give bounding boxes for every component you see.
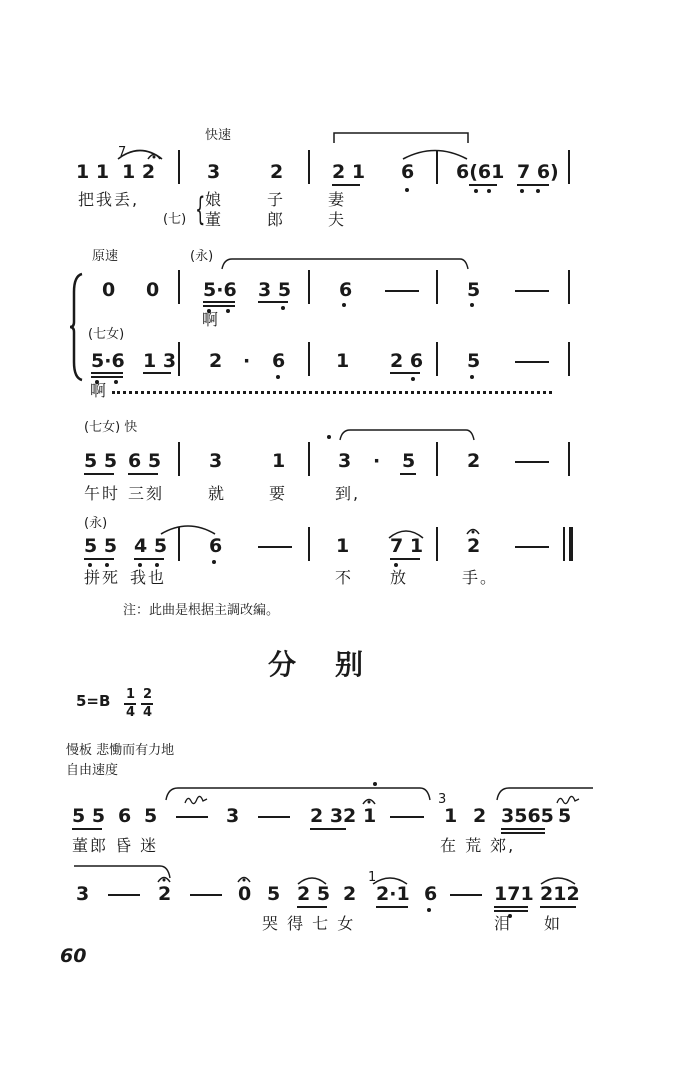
underline	[84, 558, 114, 560]
tempo-fast: 快速	[205, 128, 232, 143]
brace: {	[195, 190, 206, 228]
dash	[258, 546, 292, 548]
note: 5	[267, 883, 281, 905]
note: 2	[467, 535, 481, 557]
lyric: 我也	[130, 568, 167, 587]
underline	[72, 828, 102, 830]
note: 1 1	[76, 161, 110, 183]
barline	[308, 527, 310, 561]
barline	[436, 442, 438, 476]
meter: 4	[126, 705, 136, 720]
lyric: 子	[267, 190, 286, 209]
lyric: 拼死	[84, 568, 121, 587]
note: 0	[146, 279, 160, 301]
dash	[176, 816, 208, 818]
slur	[158, 518, 218, 536]
song-title: 分	[268, 648, 297, 681]
barline	[568, 150, 570, 184]
page-number: 60	[60, 945, 87, 967]
note: 6(61	[456, 161, 505, 183]
lyric: 董郎 昏 迷	[72, 836, 159, 855]
note: 5	[558, 805, 572, 827]
lyric: 郎	[267, 210, 286, 229]
lyric: 要	[269, 484, 288, 503]
barline	[178, 527, 180, 561]
underline	[203, 301, 235, 303]
phrase-bracket	[220, 257, 470, 271]
barline	[178, 150, 180, 184]
dash	[385, 290, 419, 292]
note: 5 5	[84, 535, 118, 557]
tie-dot	[373, 782, 377, 786]
tie-dot	[327, 435, 331, 439]
low-dot	[281, 306, 285, 310]
note: 1	[363, 805, 377, 827]
role-label: (永)	[84, 516, 108, 531]
dash	[515, 290, 549, 292]
meter: 1	[126, 687, 136, 702]
dash	[258, 816, 290, 818]
grace-note: 7	[118, 145, 127, 160]
dash	[390, 816, 424, 818]
note: 3	[338, 450, 352, 472]
lyric: 在 荒 郊,	[440, 836, 516, 855]
underline	[501, 832, 545, 834]
note: 5	[144, 805, 158, 827]
barline	[178, 442, 180, 476]
note: 3	[209, 450, 223, 472]
tempo-marking: 慢板 悲慟而有力地	[66, 743, 175, 758]
role-label: (七)	[163, 212, 187, 227]
note: 6	[118, 805, 132, 827]
underline	[517, 184, 549, 186]
note: 2 6	[390, 350, 424, 372]
system-brace	[70, 272, 86, 382]
lyric: 放	[390, 568, 409, 587]
barline	[436, 270, 438, 304]
barline	[178, 342, 180, 376]
lyric: 三刻	[128, 484, 165, 503]
underline	[494, 906, 528, 908]
fermata	[236, 873, 252, 883]
note: 2	[209, 350, 223, 372]
low-dot	[138, 563, 142, 567]
dotted-line	[112, 391, 552, 394]
lyric: 到,	[335, 484, 361, 503]
final-barline	[569, 527, 573, 561]
note: 1 2	[122, 161, 156, 183]
note: 1 3	[143, 350, 177, 372]
note: 3	[207, 161, 221, 183]
underline	[297, 906, 327, 908]
role-label: (七女)	[88, 327, 125, 342]
low-dot	[394, 563, 398, 567]
note: 0	[238, 883, 252, 905]
lyric: 手。	[462, 568, 499, 587]
trill	[184, 795, 208, 805]
barline	[308, 150, 310, 184]
note: 2	[343, 883, 357, 905]
note: 6	[339, 279, 353, 301]
low-dot	[226, 309, 230, 313]
note: 3	[76, 883, 90, 905]
underline	[390, 558, 420, 560]
lyric: 夫	[328, 210, 347, 229]
note: 212	[540, 883, 580, 905]
note: 3565	[501, 805, 554, 827]
low-dot	[536, 189, 540, 193]
barline	[568, 442, 570, 476]
fermata	[465, 525, 481, 535]
note: 2	[158, 883, 172, 905]
note: 1	[272, 450, 286, 472]
fermata	[146, 150, 162, 160]
note: 7 6)	[517, 161, 559, 183]
barline	[308, 442, 310, 476]
key-signature: 5=B	[76, 692, 111, 710]
dot: ·	[373, 450, 381, 472]
lyric: 哭 得 七 女	[262, 914, 356, 933]
underline	[501, 828, 545, 830]
note: 5·6	[203, 279, 237, 301]
slur	[400, 142, 470, 162]
underline	[143, 372, 171, 374]
role-label: (永)	[190, 249, 214, 264]
note: 5	[467, 279, 481, 301]
low-dot	[411, 377, 415, 381]
lyric: 董	[205, 210, 224, 229]
lyric: 啊	[90, 381, 109, 400]
note: 2 5	[297, 883, 331, 905]
underline	[494, 910, 528, 912]
note: 5 5	[72, 805, 106, 827]
barline	[436, 342, 438, 376]
note: 5	[402, 450, 416, 472]
note: 4 5	[134, 535, 168, 557]
lyric: 把我丢,	[78, 190, 140, 209]
footnote: 注：此曲是根据主調改編。	[123, 603, 280, 618]
dash	[515, 361, 549, 363]
note: 5	[467, 350, 481, 372]
note: 1	[336, 535, 350, 557]
barline	[178, 270, 180, 304]
dash	[515, 461, 549, 463]
low-dot	[105, 563, 109, 567]
barline	[563, 527, 565, 561]
grace-note: 1	[368, 870, 377, 885]
tempo-marking: 自由速度	[66, 763, 119, 778]
lyric: 午时	[84, 484, 121, 503]
barline	[308, 270, 310, 304]
barline	[436, 527, 438, 561]
low-dot	[520, 189, 524, 193]
low-dot	[487, 189, 491, 193]
low-dot	[88, 563, 92, 567]
underline	[91, 372, 123, 374]
meter: 2	[143, 687, 153, 702]
dash	[108, 894, 140, 896]
underline	[332, 184, 360, 186]
low-dot	[405, 188, 409, 192]
underline	[84, 473, 114, 475]
underline	[400, 473, 416, 475]
tempo-original: 原速	[92, 249, 119, 264]
underline	[203, 305, 235, 307]
barline	[568, 342, 570, 376]
lyric: 不	[335, 568, 354, 587]
grace-note: 3	[438, 792, 447, 807]
note: 6	[272, 350, 286, 372]
note: 5·6	[91, 350, 125, 372]
song-title: 别	[335, 648, 364, 681]
trill	[556, 795, 580, 805]
note: 2 32	[310, 805, 357, 827]
note: 0	[102, 279, 116, 301]
note: 6	[209, 535, 223, 557]
dash	[190, 894, 222, 896]
low-dot	[427, 908, 431, 912]
underline	[469, 184, 497, 186]
note: 7 1	[390, 535, 424, 557]
underline	[134, 558, 164, 560]
barline	[308, 342, 310, 376]
barline	[568, 270, 570, 304]
note: 6 5	[128, 450, 162, 472]
low-dot	[276, 375, 280, 379]
fermata	[361, 795, 377, 805]
underline	[376, 906, 408, 908]
dot: ·	[243, 350, 251, 372]
low-dot	[342, 303, 346, 307]
note: 171	[494, 883, 534, 905]
note: 2	[270, 161, 284, 183]
note: 3 5	[258, 279, 292, 301]
underline	[91, 376, 123, 378]
lyric: 娘	[205, 190, 224, 209]
low-dot	[470, 375, 474, 379]
note: 5 5	[84, 450, 118, 472]
fermata	[156, 873, 172, 883]
lyric: 如	[544, 914, 563, 933]
role-tempo: (七女) 快	[84, 420, 138, 435]
dash	[450, 894, 482, 896]
low-dot	[474, 189, 478, 193]
lyric: 妻	[328, 190, 347, 209]
note: 1	[336, 350, 350, 372]
phrase-bracket	[338, 428, 478, 442]
dash	[515, 546, 549, 548]
underline	[310, 828, 346, 830]
lyric: 就	[208, 484, 227, 503]
note: 6	[424, 883, 438, 905]
note: 3	[226, 805, 240, 827]
note: 2 1	[332, 161, 366, 183]
lyric: 泪	[494, 914, 513, 933]
note: 2·1	[376, 883, 410, 905]
underline	[128, 473, 158, 475]
note: 2	[467, 450, 481, 472]
note: 1	[444, 805, 458, 827]
low-dot	[114, 380, 118, 384]
phrase-bracket	[495, 786, 595, 802]
underline	[258, 301, 288, 303]
underline	[390, 372, 420, 374]
meter: 4	[143, 705, 153, 720]
lyric: 啊	[202, 310, 221, 329]
low-dot	[155, 563, 159, 567]
low-dot	[470, 303, 474, 307]
underline	[540, 906, 576, 908]
low-dot	[212, 560, 216, 564]
note: 2	[473, 805, 487, 827]
note: 6	[401, 161, 415, 183]
